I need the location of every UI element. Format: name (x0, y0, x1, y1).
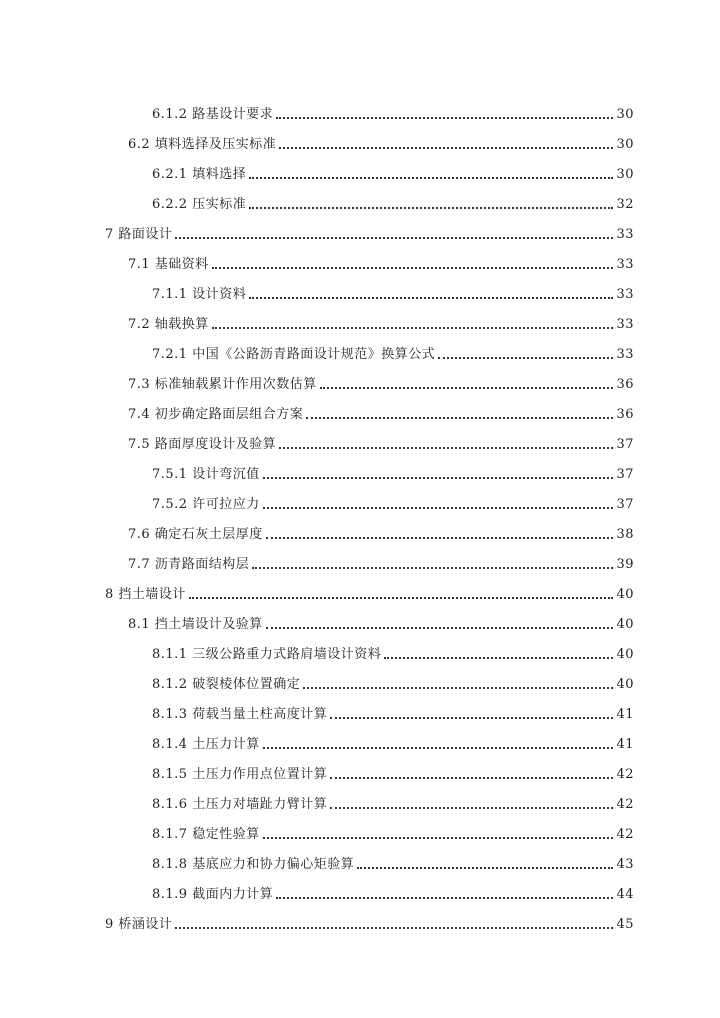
toc-entry-title: 7.5 路面厚度设计及验算 (128, 437, 277, 452)
toc-entry (152, 790, 634, 812)
toc-page-number: 33 (616, 317, 634, 332)
toc-entry-title: 7.7 沥青路面结构层 (128, 557, 250, 572)
toc-dot-leader (266, 537, 614, 539)
toc-dot-leader (189, 597, 614, 599)
toc-entry (128, 430, 634, 452)
toc-page-number: 37 (616, 437, 634, 452)
toc-page-number: 37 (616, 497, 634, 512)
toc-dot-leader (384, 657, 613, 659)
toc-dot-leader (249, 177, 613, 179)
toc-page-number: 39 (616, 557, 634, 572)
toc-page-number: 41 (616, 737, 634, 752)
toc-dot-leader (266, 627, 614, 629)
toc-page-number: 45 (616, 917, 634, 932)
toc-page-number: 33 (616, 287, 634, 302)
toc-entry (152, 880, 634, 902)
toc-page-number: 33 (616, 227, 634, 242)
toc-entry (152, 850, 634, 872)
toc-entry (152, 280, 634, 302)
toc-entry (105, 220, 634, 242)
toc-entry-title: 7 路面设计 (105, 227, 173, 242)
toc-entry-title: 9 桥涵设计 (105, 917, 173, 932)
toc-entry (152, 490, 634, 512)
toc-page-number: 41 (616, 707, 634, 722)
toc-dot-leader (263, 477, 614, 479)
toc-entry-title: 7.1 基础资料 (128, 257, 209, 272)
toc-page-number: 40 (616, 587, 634, 602)
toc-entry-title: 6.2.1 填料选择 (152, 167, 247, 182)
toc-entry (152, 340, 634, 362)
toc-page-number: 37 (616, 467, 634, 482)
toc-entry (105, 910, 634, 932)
toc-page-number: 42 (616, 797, 634, 812)
toc-page-number: 42 (616, 827, 634, 842)
toc-page-number: 30 (616, 107, 634, 122)
toc-entry-title: 7.6 确定石灰土层厚度 (128, 527, 263, 542)
toc-dot-leader (279, 447, 613, 449)
toc-dot-leader (212, 267, 614, 269)
toc-page-number: 36 (616, 407, 634, 422)
toc-entry (128, 400, 634, 422)
toc-entry-title: 7.5.1 设计弯沉值 (152, 467, 260, 482)
toc-entry-title: 8.1.2 破裂棱体位置确定 (152, 677, 301, 692)
toc-entry-title: 8.1.1 三级公路重力式路肩墙设计资料 (152, 647, 382, 662)
toc-entry (152, 820, 634, 842)
toc-dot-leader (330, 777, 613, 779)
toc-page-number: 40 (616, 677, 634, 692)
toc-dot-leader (175, 237, 613, 239)
toc-dot-leader (306, 417, 613, 419)
toc-entry-title: 8.1.6 土压力对墙趾力臂计算 (152, 797, 328, 812)
toc-entry (152, 190, 634, 212)
toc-entry (128, 310, 634, 332)
toc-entry-title: 6.1.2 路基设计要求 (152, 107, 274, 122)
toc-dot-leader (175, 927, 613, 929)
toc-entry (152, 460, 634, 482)
toc-page-number: 40 (616, 617, 634, 632)
toc-entry (152, 700, 634, 722)
toc-page-number: 33 (616, 257, 634, 272)
toc-entry-title: 8.1.7 稳定性验算 (152, 827, 260, 842)
toc-dot-leader (263, 747, 614, 749)
toc-dot-leader (252, 567, 613, 569)
toc-entry-title: 8.1.9 截面内力计算 (152, 887, 274, 902)
toc-entry-title: 8.1.4 土压力计算 (152, 737, 260, 752)
toc-page-number: 36 (616, 377, 634, 392)
toc-entry (152, 160, 634, 182)
toc-entry (128, 370, 634, 392)
toc-entry-title: 8.1.3 荷载当量土柱高度计算 (152, 707, 328, 722)
toc-page-number: 30 (616, 167, 634, 182)
toc-dot-leader (249, 207, 613, 209)
toc-page-number: 44 (616, 887, 634, 902)
toc-dot-leader (276, 117, 613, 119)
toc-dot-leader (320, 387, 614, 389)
toc-page-number: 42 (616, 767, 634, 782)
toc-page-number: 33 (616, 347, 634, 362)
toc-dot-leader (212, 327, 614, 329)
toc-dot-leader (276, 897, 613, 899)
toc-page-number: 43 (616, 857, 634, 872)
toc-entry (128, 610, 634, 632)
toc-entry (128, 130, 634, 152)
toc-entry-title: 8.1.8 基底应力和协力偏心矩验算 (152, 857, 355, 872)
toc-dot-leader (263, 507, 614, 509)
toc-entry-title: 7.1.1 设计资料 (152, 287, 247, 302)
toc-dot-leader (330, 807, 613, 809)
toc-dot-leader (303, 687, 613, 689)
toc-page-number: 40 (616, 647, 634, 662)
toc-entry (128, 550, 634, 572)
toc-entry-title: 6.2 填料选择及压实标准 (128, 137, 277, 152)
toc-entry (152, 730, 634, 752)
toc-page-number: 38 (616, 527, 634, 542)
toc-entry (128, 250, 634, 272)
toc-entry (152, 670, 634, 692)
toc-dot-leader (279, 147, 613, 149)
toc-entry-title: 7.2.1 中国《公路沥青路面设计规范》换算公式 (152, 347, 436, 362)
toc-page-number: 30 (616, 137, 634, 152)
toc-entry-title: 8.1 挡土墙设计及验算 (128, 617, 263, 632)
toc-entry-title: 6.2.2 压实标准 (152, 197, 247, 212)
toc-entry (105, 580, 634, 602)
toc-entry-title: 7.3 标准轴载累计作用次数估算 (128, 377, 317, 392)
toc-entry-title: 7.4 初步确定路面层组合方案 (128, 407, 304, 422)
toc-entry-title: 7.5.2 许可拉应力 (152, 497, 260, 512)
toc-dot-leader (438, 357, 613, 359)
toc-dot-leader (357, 867, 613, 869)
toc-entry (152, 760, 634, 782)
toc-entry-title: 7.2 轴载换算 (128, 317, 209, 332)
toc-dot-leader (263, 837, 614, 839)
toc-entry-title: 8.1.5 土压力作用点位置计算 (152, 767, 328, 782)
toc-dot-leader (249, 297, 613, 299)
toc-page-number: 32 (616, 197, 634, 212)
toc-entry (128, 520, 634, 542)
toc-entry (152, 640, 634, 662)
toc-dot-leader (330, 717, 613, 719)
toc-entry-title: 8 挡土墙设计 (105, 587, 186, 602)
toc-entry (152, 100, 634, 122)
